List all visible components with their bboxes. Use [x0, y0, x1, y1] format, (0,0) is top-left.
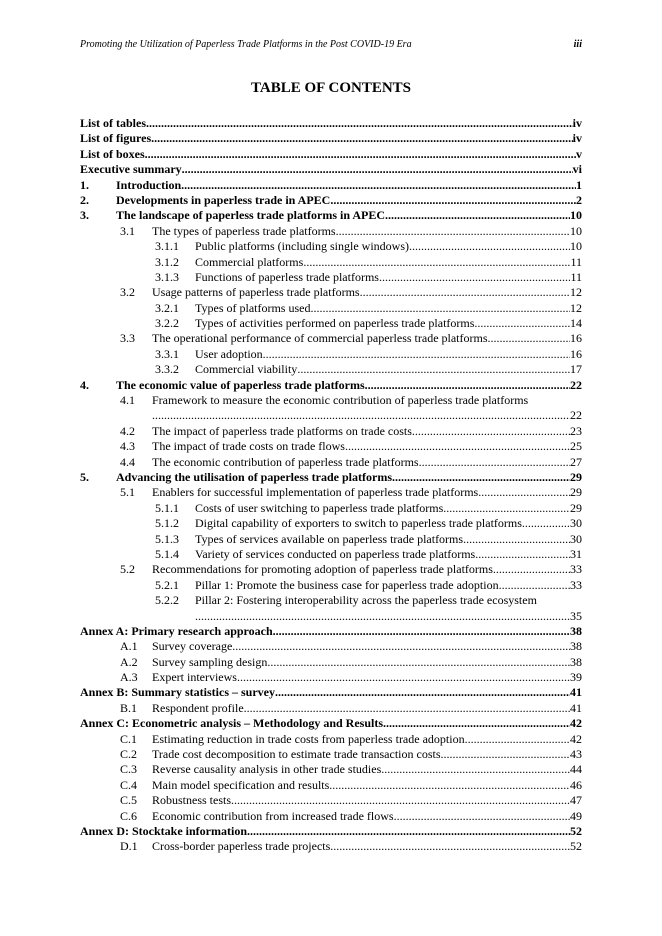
toc-leader-dots	[465, 732, 570, 747]
toc-leader-dots	[385, 208, 570, 223]
toc-entry-page: 12	[570, 285, 582, 300]
toc-entry[interactable]	[80, 116, 582, 131]
toc-entry-title: Robustness tests	[152, 793, 232, 808]
toc-leader-dots	[247, 824, 570, 839]
toc-entry[interactable]	[80, 578, 582, 593]
toc-entry-title: Variety of services conducted on paperless trade platforms	[195, 546, 476, 561]
toc-entry-number: 4.4	[120, 454, 135, 469]
toc-leader-dots	[409, 239, 570, 254]
toc-entry-number: 3.1	[120, 223, 135, 238]
toc-entry-title: The economic contribution of paperless trade platforms	[152, 454, 419, 469]
toc-leader-dots	[522, 516, 570, 531]
toc-entry[interactable]	[80, 547, 582, 562]
toc-entry[interactable]	[80, 562, 582, 577]
toc-entry-title: Recommendations for promoting adoption of paperless trade platforms	[152, 562, 493, 577]
toc-entry[interactable]	[80, 485, 582, 500]
toc-leader-dots	[237, 670, 570, 685]
toc-entry-page: 12	[570, 300, 582, 315]
toc-entry-page: 52	[570, 839, 582, 854]
toc-entry[interactable]	[80, 747, 582, 762]
toc-leader-dots	[330, 193, 576, 208]
toc-entry-number: 4.	[80, 377, 89, 392]
toc-entry[interactable]	[80, 824, 582, 839]
toc-entry[interactable]	[80, 378, 582, 393]
toc-entry-title: Developments in paperless trade in APEC	[116, 192, 331, 207]
toc-entry-number: 4.2	[120, 423, 135, 438]
toc-entry[interactable]	[80, 162, 582, 177]
toc-entry-title: The economic value of paperless trade platforms	[116, 377, 365, 392]
toc-leader-dots	[499, 578, 570, 593]
toc-entry[interactable]	[80, 516, 582, 531]
toc-entry-title: The impact of paperless trade platforms on trade costs	[152, 423, 412, 438]
toc-entry-page: 17	[570, 362, 582, 377]
toc-leader-dots	[336, 224, 570, 239]
toc-leader-dots	[195, 609, 570, 624]
toc-entry-title: User adoption	[195, 346, 263, 361]
toc-entry[interactable]	[80, 716, 582, 731]
toc-entry-number: A.1	[120, 639, 138, 654]
toc-entry-page: 22	[570, 377, 582, 392]
toc-entry-page: 47	[570, 793, 582, 808]
toc-entry-number: C.1	[120, 731, 138, 746]
toc-entry-title: Commercial platforms	[195, 254, 304, 269]
toc-entry[interactable]	[80, 285, 582, 300]
toc-entry-page: 10	[570, 223, 582, 238]
toc-leader-dots	[360, 285, 570, 300]
toc-entry-number: 3.3.2	[155, 362, 179, 377]
toc-entry-number: 5.1.2	[155, 516, 179, 531]
toc-entry-page: 30	[570, 516, 582, 531]
toc-entry-page: 38	[570, 639, 582, 654]
running-title: Promoting the Utilization of Paperless Trade Platforms in the Post COVID-19 Era	[80, 39, 412, 50]
toc-entry-page: vi	[572, 162, 582, 177]
toc-entry-page: 25	[570, 439, 582, 454]
toc-leader-dots	[146, 116, 573, 131]
toc-leader-dots	[345, 439, 570, 454]
toc-entry-title: The types of paperless trade platforms	[152, 223, 336, 238]
toc-entry-title: Annex C: Econometric analysis – Methodology and Results	[80, 716, 384, 731]
toc-entry[interactable]	[80, 131, 582, 146]
toc-entry-page: 11	[570, 269, 582, 284]
toc-leader-dots	[412, 424, 570, 439]
running-header	[80, 39, 582, 50]
toc-entry-title: Trade cost decomposition to estimate trade transaction costs	[152, 747, 441, 762]
toc-entry-number: 5.	[80, 469, 89, 484]
toc-leader-dots	[263, 347, 570, 362]
toc-entry-page: 31	[570, 546, 582, 561]
toc-entry[interactable]	[80, 208, 582, 223]
toc-entry-title: Public platforms (including single windows)	[195, 239, 409, 254]
toc-entry-page: 16	[570, 346, 582, 361]
toc-entry[interactable]	[80, 347, 582, 362]
toc-entry-number: 3.1.1	[155, 239, 179, 254]
toc-entry-title: Enablers for successful implementation of paperless trade platforms	[152, 485, 479, 500]
toc-entry-page: 23	[570, 423, 582, 438]
toc-entry[interactable]	[80, 316, 582, 331]
toc-entry-page: 33	[570, 562, 582, 577]
toc-entry-title: Functions of paperless trade platforms	[195, 269, 379, 284]
toc-entry-title: Respondent profile	[152, 700, 244, 715]
toc-entry-page: 42	[570, 731, 582, 746]
toc-leader-dots	[297, 362, 570, 377]
toc-entry-page: 30	[570, 531, 582, 546]
toc-entry-number: C.4	[120, 777, 138, 792]
toc-entry-number: 3.3	[120, 331, 135, 346]
toc-leader-dots	[392, 470, 570, 485]
toc-entry-page: iv	[572, 131, 582, 146]
toc-entry-title: The operational performance of commercial paperless trade platforms	[152, 331, 488, 346]
toc-entry-number: B.1	[120, 700, 138, 715]
toc-entry-title: Types of platforms used	[195, 300, 311, 315]
toc-entry-title: List of figures	[80, 131, 152, 146]
toc-entry[interactable]	[80, 147, 582, 162]
toc-entry-number: 5.1.4	[155, 546, 179, 561]
toc-leader-dots	[493, 562, 570, 577]
toc-entry-number: 5.1	[120, 485, 135, 500]
toc-leader-dots	[244, 701, 570, 716]
toc-leader-dots	[443, 501, 570, 516]
toc-leader-dots	[310, 301, 570, 316]
page-title: TABLE OF CONTENTS	[250, 80, 412, 96]
toc-entry-title: Costs of user switching to paperless trade platforms	[195, 500, 444, 515]
toc-entry-title: Commercial viability	[195, 362, 298, 377]
toc-entry-number: 5.1.3	[155, 531, 179, 546]
toc-leader-dots	[330, 839, 570, 854]
toc-entry-title: Reverse causality analysis in other trade studies	[152, 762, 382, 777]
toc-entry-number: 2.	[80, 192, 89, 207]
toc-entry-page: 52	[570, 823, 582, 838]
toc-entry-number: 5.2.2	[155, 593, 179, 608]
toc-entry-title: Digital capability of exporters to switch to paperless trade platforms	[195, 516, 522, 531]
toc-entry-title: The landscape of paperless trade platforms in APEC	[116, 208, 386, 223]
toc-leader-dots	[275, 685, 570, 700]
toc-entry-number: 3.1.2	[155, 254, 179, 269]
toc-leader-dots	[394, 809, 570, 824]
toc-entry-number: C.2	[120, 747, 138, 762]
toc-entry[interactable]	[80, 778, 582, 793]
toc-entry[interactable]	[80, 470, 582, 485]
toc-entry[interactable]	[80, 593, 582, 624]
toc-leader-dots	[303, 255, 570, 270]
toc-leader-dots	[152, 408, 570, 423]
toc-entry[interactable]	[80, 732, 582, 747]
toc-entry[interactable]	[80, 424, 582, 439]
toc-entry-number: 3.1.3	[155, 269, 179, 284]
toc-entry-page: 42	[570, 716, 582, 731]
toc-entry-page: 10	[570, 239, 582, 254]
toc-entry-number: 5.1.1	[155, 500, 179, 515]
toc-entry-number: 3.	[80, 208, 89, 223]
toc-leader-dots	[379, 270, 570, 285]
toc-entry-title: Advancing the utilisation of paperless trade platforms	[116, 469, 392, 484]
toc-leader-dots	[383, 716, 570, 731]
toc-leader-dots	[474, 316, 570, 331]
toc-entry-title: Types of activities performed on paperless trade platforms	[195, 316, 475, 331]
toc-entry[interactable]	[80, 270, 582, 285]
toc-leader-dots	[463, 532, 570, 547]
toc-leader-dots	[381, 762, 570, 777]
toc-leader-dots	[151, 131, 573, 146]
toc-entry-number: A.3	[120, 670, 138, 685]
toc-entry-title: Economic contribution from increased trade flows	[152, 808, 394, 823]
toc-entry[interactable]	[80, 701, 582, 716]
table-of-contents	[80, 116, 582, 855]
toc-entry-number: D.1	[120, 839, 138, 854]
toc-entry-page: 2	[576, 192, 582, 207]
toc-leader-dots	[267, 655, 570, 670]
toc-entry[interactable]	[80, 331, 582, 346]
toc-entry-page: 35	[570, 608, 582, 623]
header-page-number: iii	[573, 39, 582, 50]
toc-leader-dots	[365, 378, 570, 393]
toc-entry-page: 10	[570, 208, 582, 223]
toc-entry[interactable]	[80, 532, 582, 547]
toc-leader-dots	[145, 147, 576, 162]
toc-entry[interactable]	[80, 224, 582, 239]
toc-entry-page: iv	[572, 116, 582, 130]
toc-entry-number: C.6	[120, 808, 138, 823]
toc-entry-title: Survey sampling design	[152, 654, 268, 669]
toc-entry-number: 5.2	[120, 562, 135, 577]
toc-leader-dots	[181, 178, 576, 193]
toc-leader-dots	[488, 331, 570, 346]
toc-leader-dots	[232, 639, 570, 654]
toc-entry-number: 4.1	[120, 393, 135, 408]
toc-entry-page: 49	[570, 808, 582, 823]
toc-entry[interactable]	[80, 301, 582, 316]
toc-entry-number: C.5	[120, 793, 138, 808]
toc-entry[interactable]	[80, 178, 582, 193]
toc-entry-number: C.3	[120, 762, 138, 777]
toc-entry[interactable]	[80, 193, 582, 208]
toc-entry-page: 44	[570, 762, 582, 777]
toc-entry-title: Survey coverage	[152, 639, 233, 654]
toc-entry-title: Framework to measure the economic contribution of paperless trade platforms	[152, 393, 529, 408]
toc-entry[interactable]	[80, 455, 582, 470]
toc-entry-title: Annex D: Stocktake information	[80, 823, 247, 838]
toc-entry-number: 4.3	[120, 439, 135, 454]
toc-entry[interactable]	[80, 655, 582, 670]
toc-entry-number: 3.2.1	[155, 300, 179, 315]
toc-entry[interactable]	[80, 393, 582, 424]
toc-entry-title: List of boxes	[80, 146, 145, 161]
toc-leader-dots	[273, 624, 570, 639]
toc-entry-page: 1	[576, 177, 582, 192]
toc-leader-dots	[329, 778, 570, 793]
toc-entry-page: 41	[570, 700, 582, 715]
toc-entry-title: Annex B: Summary statistics – survey	[80, 685, 275, 700]
toc-entry-title: Introduction	[116, 177, 182, 192]
toc-entry[interactable]	[80, 685, 582, 700]
toc-leader-dots	[182, 162, 573, 177]
toc-entry[interactable]	[80, 670, 582, 685]
toc-leader-dots	[475, 547, 570, 562]
toc-entry-page: 41	[570, 685, 582, 700]
toc-entry-page: 33	[570, 577, 582, 592]
toc-entry[interactable]	[80, 239, 582, 254]
toc-leader-dots	[478, 485, 570, 500]
toc-entry[interactable]	[80, 809, 582, 824]
toc-entry-number: A.2	[120, 654, 138, 669]
toc-entry-page: 29	[570, 485, 582, 500]
toc-entry-title: Types of services available on paperless trade platforms	[195, 531, 464, 546]
toc-entry-title: The impact of trade costs on trade flows	[152, 439, 345, 454]
toc-entry-page: 29	[570, 469, 582, 484]
toc-entry[interactable]	[80, 793, 582, 808]
toc-entry-page: 16	[570, 331, 582, 346]
toc-leader-dots	[231, 793, 570, 808]
toc-entry-page: 39	[570, 670, 582, 685]
toc-entry[interactable]	[80, 255, 582, 270]
toc-entry-page: v	[576, 146, 582, 161]
toc-entry-title: Pillar 1: Promote the business case for paperless trade adoption	[195, 577, 499, 592]
toc-entry[interactable]	[80, 624, 582, 639]
toc-entry-title: Executive summary	[80, 162, 182, 177]
toc-entry-page: 29	[570, 500, 582, 515]
toc-entry-title: Usage patterns of paperless trade platforms	[152, 285, 360, 300]
toc-entry-page: 27	[570, 454, 582, 469]
toc-entry[interactable]	[80, 762, 582, 777]
toc-entry-page: 38	[570, 623, 582, 638]
toc-entry-title: List of tables	[80, 116, 146, 130]
toc-entry-number: 3.2	[120, 285, 135, 300]
toc-entry-title: Pillar 2: Fostering interoperability across the paperless trade ecosystem	[195, 593, 537, 608]
toc-leader-dots	[419, 455, 570, 470]
toc-entry-page: 46	[570, 777, 582, 792]
toc-entry-title: Estimating reduction in trade costs from paperless trade adoption	[152, 731, 465, 746]
toc-entry-title: Expert interviews	[152, 670, 237, 685]
toc-entry-number: 3.2.2	[155, 316, 179, 331]
toc-entry-page: 38	[570, 654, 582, 669]
toc-leader-dots	[441, 747, 571, 762]
toc-entry[interactable]	[80, 839, 582, 854]
toc-entry-title: Cross-border paperless trade projects	[152, 839, 331, 854]
toc-entry[interactable]	[80, 439, 582, 454]
toc-entry-page: 22	[570, 408, 582, 423]
toc-entry-title: Annex A: Primary research approach	[80, 623, 273, 638]
toc-entry-number: 3.3.1	[155, 346, 179, 361]
toc-entry[interactable]	[80, 639, 582, 654]
toc-entry-title: Main model specification and results	[152, 777, 330, 792]
toc-entry[interactable]	[80, 362, 582, 377]
toc-entry-number: 5.2.1	[155, 577, 179, 592]
toc-entry-number: 1.	[80, 177, 89, 192]
toc-entry-page: 11	[570, 254, 582, 269]
toc-entry[interactable]	[80, 501, 582, 516]
toc-entry-page: 43	[570, 747, 582, 762]
toc-entry-page: 14	[570, 316, 582, 331]
